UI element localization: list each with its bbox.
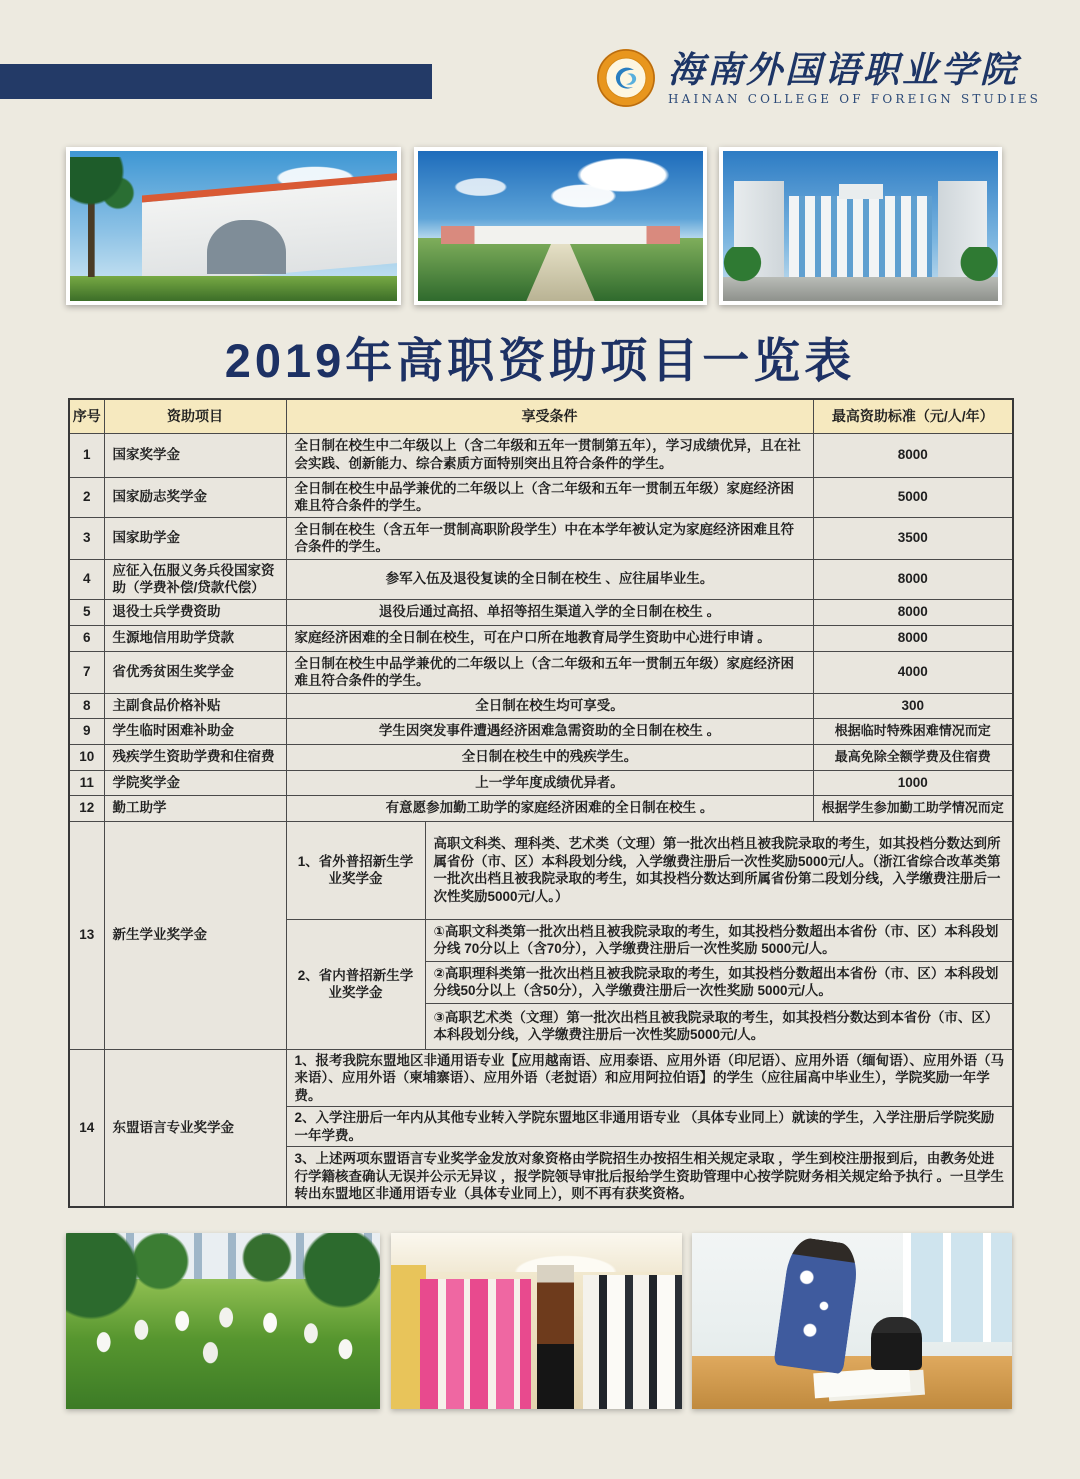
table-row bbox=[69, 599, 1013, 625]
cell-project: 残疾学生资助学费和住宿费 bbox=[104, 744, 286, 770]
cell-no: 3 bbox=[69, 517, 104, 559]
ground bbox=[723, 277, 998, 301]
cell-condition: 退役后通过高招、单招等招生渠道入学的全日制在校生 。 bbox=[286, 599, 813, 625]
col-header-project: 资助项目 bbox=[104, 399, 286, 433]
tree bbox=[723, 247, 762, 286]
cell-no: 2 bbox=[69, 477, 104, 517]
teacher-figure bbox=[537, 1265, 575, 1409]
cell-project: 退役士兵学费资助 bbox=[104, 599, 286, 625]
cell-no: 8 bbox=[69, 693, 104, 718]
cell-standard: 300 bbox=[813, 693, 1013, 718]
cell-project: 省优秀贫困生奖学金 bbox=[104, 651, 286, 693]
cell-standard: 5000 bbox=[813, 477, 1013, 517]
cell-project: 学生临时困难补助金 bbox=[104, 718, 286, 744]
student-group bbox=[583, 1275, 682, 1409]
cell-no: 14 bbox=[69, 1049, 104, 1207]
table-row bbox=[69, 433, 1013, 477]
cell-sub-label: 2、省内普招新生学业奖学金 bbox=[286, 919, 425, 1049]
page-title: 2019年高职资助项目一览表 bbox=[224, 334, 856, 387]
cell-sub-label: 1、省外普招新生学业奖学金 bbox=[286, 821, 425, 919]
cell-condition: 2、入学注册后一年内从其他专业转入学院东盟地区非通用语专业 （具体专业同上）就读的学生，入学注册后学院奖励一年学费。 bbox=[286, 1107, 1013, 1147]
cell-project: 勤工助学 bbox=[104, 795, 286, 821]
photo-campus-gate bbox=[66, 147, 401, 305]
photo-campus-building bbox=[719, 147, 1002, 305]
cell-condition: 全日制在校生中品学兼优的二年级以上（含二年级和五年一贯制五年级）家庭经济困难且符合条件的学生。 bbox=[286, 651, 813, 693]
cell-condition: 家庭经济困难的全日制在校生，可在户口所在地教育局学生资助中心进行申请 。 bbox=[286, 625, 813, 651]
cell-no: 13 bbox=[69, 821, 104, 1049]
school-name-en: HAINAN COLLEGE OF FOREIGN STUDIES bbox=[668, 92, 1042, 106]
cell-condition: ①高职文科类第一批次出档且被我院录取的考生，如其投档分数超出本省份（市、区）本科段划分线 70分以上（含70分），入学缴费注册后一次性奖励 5000元/人。 bbox=[425, 919, 1013, 961]
table-row-13 bbox=[69, 821, 1013, 919]
cell-no: 12 bbox=[69, 795, 104, 821]
aid-table-wrap bbox=[68, 398, 1012, 1208]
cell-project: 应征入伍服义务兵役国家资助（学费补偿/贷款代偿） bbox=[104, 559, 286, 599]
cell-condition: 全日制在校生（含五年一贯制高职阶段学生）中在本学年被认定为家庭经济困难且符合条件的学生。 bbox=[286, 517, 813, 559]
student-photo-row bbox=[66, 1233, 1012, 1409]
gate-arch bbox=[207, 220, 285, 274]
cell-condition: 高职文科类、理科类、艺术类（文理）第一批次出档且被我院录取的考生，如其投档分数达到所属省份（市、区）本科段划分线，入学缴费注册后一次性奖励5000元/人。（浙江省综合改革类第一批次出档且被我院录取的考生，如其投档分数达到所属省份第二段划分线，入学缴费注册后一次性奖励5000元/人。） bbox=[425, 821, 1013, 919]
table-row bbox=[69, 795, 1013, 821]
palm-tree bbox=[66, 157, 168, 277]
cell-project: 主副食品价格补贴 bbox=[104, 693, 286, 718]
hedge bbox=[70, 276, 397, 302]
table-row bbox=[69, 770, 1013, 795]
table-row bbox=[69, 559, 1013, 599]
col-header-no: 序号 bbox=[69, 399, 104, 433]
table-row-14 bbox=[69, 1049, 1013, 1107]
cell-no: 6 bbox=[69, 625, 104, 651]
cell-standard: 8000 bbox=[813, 433, 1013, 477]
cell-condition: ③高职艺术类（文理）第一批次出档且被我院录取的考生，如其投档分数达到本省份（市、区）本科段划分线，入学缴费注册后一次性奖励5000元/人。 bbox=[425, 1003, 1013, 1049]
cell-condition: 全日制在校生中品学兼优的二年级以上（含二年级和五年一贯制五年级）家庭经济困难且符合条件的学生。 bbox=[286, 477, 813, 517]
table-row bbox=[69, 477, 1013, 517]
photo-students-lawn bbox=[66, 1233, 380, 1409]
col-header-condition: 享受条件 bbox=[286, 399, 813, 433]
cell-no: 1 bbox=[69, 433, 104, 477]
col-header-standard: 最高资助标准（元/人/年） bbox=[813, 399, 1013, 433]
cell-project: 学院奖学金 bbox=[104, 770, 286, 795]
table-row bbox=[69, 625, 1013, 651]
cell-project: 国家助学金 bbox=[104, 517, 286, 559]
cell-standard: 根据学生参加勤工助学情况而定 bbox=[813, 795, 1013, 821]
cell-condition: 参军入伍及退役复读的全日制在校生 、应往届毕业生。 bbox=[286, 559, 813, 599]
building-top bbox=[839, 184, 883, 199]
table-row bbox=[69, 718, 1013, 744]
students-circle bbox=[66, 1233, 380, 1409]
tree bbox=[960, 247, 999, 286]
campus-buildings bbox=[441, 226, 680, 244]
cell-project: 国家励志奖学金 bbox=[104, 477, 286, 517]
cell-condition: 上一学年度成绩优异者。 bbox=[286, 770, 813, 795]
photo-classroom bbox=[692, 1233, 1012, 1409]
table-row bbox=[69, 517, 1013, 559]
windows bbox=[903, 1233, 1012, 1342]
cell-no: 10 bbox=[69, 744, 104, 770]
cell-standard: 3500 bbox=[813, 517, 1013, 559]
cell-project: 国家奖学金 bbox=[104, 433, 286, 477]
cell-condition: 全日制在校生中的残疾学生。 bbox=[286, 744, 813, 770]
cell-condition: 3、上述两项东盟语言专业奖学金发放对象资格由学院招生办按招生相关规定录取 ，学生到校注册报到后，由教务处进行学籍核查确认无误并公示无异议 ，报学院领导审批后报给学生资助管理中心按学院财务相关规定给予执行 。一旦学生转出东盟地区非通用语专业（具体专业同上），则不再有获奖资格。 bbox=[286, 1147, 1013, 1207]
cell-condition: 有意愿参加勤工助学的家庭经济困难的全日制在校生 。 bbox=[286, 795, 813, 821]
cell-standard: 8000 bbox=[813, 559, 1013, 599]
cell-standard: 1000 bbox=[813, 770, 1013, 795]
school-name-zh: 海南外国语职业学院 bbox=[668, 49, 1020, 91]
cell-no: 9 bbox=[69, 718, 104, 744]
cell-no: 4 bbox=[69, 559, 104, 599]
main-building bbox=[789, 196, 932, 277]
school-logo-icon bbox=[596, 48, 656, 108]
cell-project: 东盟语言专业奖学金 bbox=[104, 1049, 286, 1207]
cell-no: 5 bbox=[69, 599, 104, 625]
cell-condition: 1、报考我院东盟地区非通用语专业【应用越南语、应用泰语、应用外语（印尼语）、应用外语（缅甸语）、应用外语（马来语）、应用外语（柬埔寨语）、应用外语（老挝语）和应用阿拉伯语】的学生（应往届高中毕业生），学院奖励一年学费。 bbox=[286, 1049, 1013, 1107]
photo-campus-aerial bbox=[414, 147, 707, 305]
cell-standard: 8000 bbox=[813, 599, 1013, 625]
school-brand bbox=[596, 48, 1041, 108]
header-navy-bar bbox=[0, 64, 432, 99]
costumed-students bbox=[420, 1279, 531, 1409]
cell-project: 新生学业奖学金 bbox=[104, 821, 286, 1049]
cell-standard: 根据临时特殊困难情况而定 bbox=[813, 718, 1013, 744]
cell-no: 7 bbox=[69, 651, 104, 693]
table-row bbox=[69, 693, 1013, 718]
cell-standard: 4000 bbox=[813, 651, 1013, 693]
cell-condition: ②高职理科类第一批次出档且被我院录取的考生，如其投档分数超出本省份（市、区）本科段划分线50分以上（含50分），入学缴费注册后一次性奖励 5000元/人。 bbox=[425, 961, 1013, 1003]
cell-standard: 最高免除全额学费及住宿费 bbox=[813, 744, 1013, 770]
cell-standard: 8000 bbox=[813, 625, 1013, 651]
table-row bbox=[69, 651, 1013, 693]
cell-condition: 全日制在校生均可享受。 bbox=[286, 693, 813, 718]
cell-condition: 全日制在校生中二年级以上（含二年级和五年一贯制第五年），学习成绩优异，且在社会实践、创新能力、综合素质方面特别突出且符合条件的学生。 bbox=[286, 433, 813, 477]
photo-costume-event bbox=[391, 1233, 682, 1409]
cell-no: 11 bbox=[69, 770, 104, 795]
campus-photo-row bbox=[66, 147, 1002, 305]
aid-table bbox=[68, 398, 1014, 1208]
cell-project: 生源地信用助学贷款 bbox=[104, 625, 286, 651]
table-header-row bbox=[69, 399, 1013, 433]
cell-condition: 学生因突发事件遭遇经济困难急需资助的全日制在校生 。 bbox=[286, 718, 813, 744]
student-figure bbox=[871, 1317, 922, 1370]
table-row bbox=[69, 744, 1013, 770]
